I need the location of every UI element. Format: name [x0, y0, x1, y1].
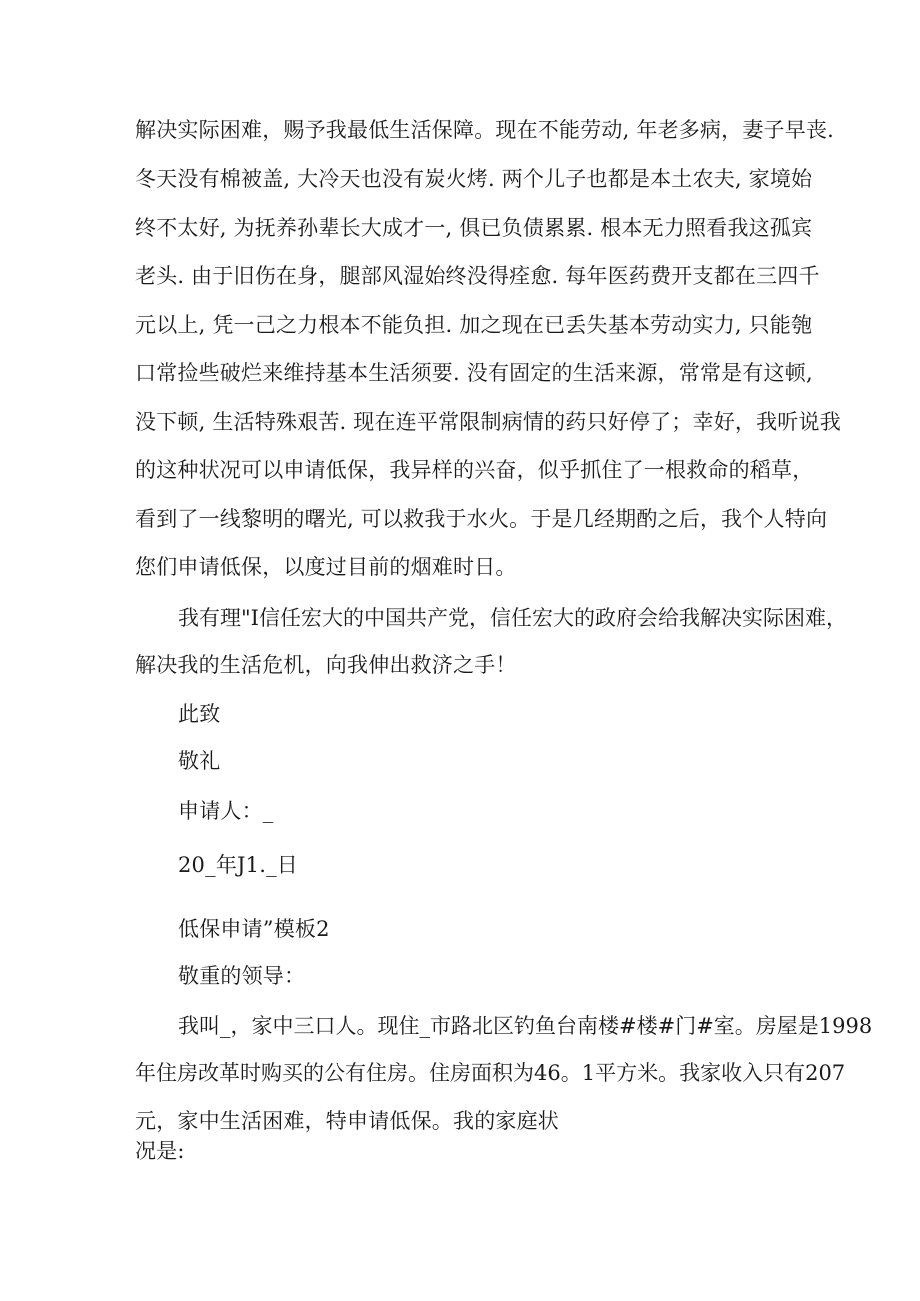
paragraph-1-line-9: 看到了一线黎明的曙光, 可以救我于水火。于是几经期酌之后，我个人特向 — [135, 507, 828, 531]
paragraph-3-line-1: 我叫_，家中三口人。现住_市路北区钓鱼台南楼#楼#门#室。房屋是1998 — [178, 1014, 873, 1038]
paragraph-1-line-6: 口常捡些破烂来维持基本生活须要. 没有固定的生活来源，常常是有这顿, — [135, 361, 813, 385]
paragraph-2-line-2: 解决我的生活危机，向我伸出救济之手！ — [135, 653, 517, 677]
applicant-signature: 申请人：_ — [178, 799, 274, 823]
closing-ci-zhi: 此致 — [178, 702, 221, 726]
paragraph-1-line-10: 您们申请低保，以度过目前的烟难时日。 — [135, 555, 517, 579]
paragraph-3-line-2: 年住房改革时购买的公有住房。住房面积为46。1平方米。我家收入只有207 — [135, 1061, 846, 1085]
paragraph-3-line-3: 元，家中生活困难，特申请低保。我的家庭状 — [135, 1109, 559, 1133]
closing-jing-li: 敬礼 — [178, 749, 221, 773]
paragraph-1-line-2: 冬天没有棉被盖, 大冷天也没有炭火烤. 两个儿子也都是本土农夫, 家境始 — [135, 167, 813, 191]
salutation: 敬重的领导： — [178, 964, 306, 988]
template-title: 低保申请”模板2 — [178, 917, 330, 941]
paragraph-2-line-1: 我有理"I信任宏大的中国共产党，信任宏大的政府会给我解决实际困难， — [178, 606, 847, 630]
paragraph-1-line-8: 的这种状况可以申请低保，我异样的兴奋，似乎抓住了一根救命的稻草， — [135, 458, 814, 482]
paragraph-1-line-5: 元以上, 凭一己之力根本不能负担. 加之现在已丢失基本劳动实力, 只能匏 — [135, 313, 813, 337]
paragraph-1-line-3: 终不太好, 为抚养孙辈长大成才一, 俱已负债累累. 根本无力照看我这孤宾 — [135, 216, 813, 240]
paragraph-1-line-4: 老头. 由于旧伤在身，腿部风湿始终没得痊愈. 每年医药费开支都在三四千 — [135, 264, 820, 288]
application-date: 20_年J1._日 — [178, 853, 298, 877]
paragraph-3-line-4: 况是: — [135, 1139, 185, 1163]
paragraph-1-line-7: 没下顿, 生活特殊艰苦. 现在连平常限制病情的药只好停了；幸好，我听说我 — [135, 410, 841, 434]
paragraph-1-line-1: 解决实际困难，赐予我最低生活保障。现在不能劳动, 年老多病，妻子早丧. — [135, 118, 835, 142]
